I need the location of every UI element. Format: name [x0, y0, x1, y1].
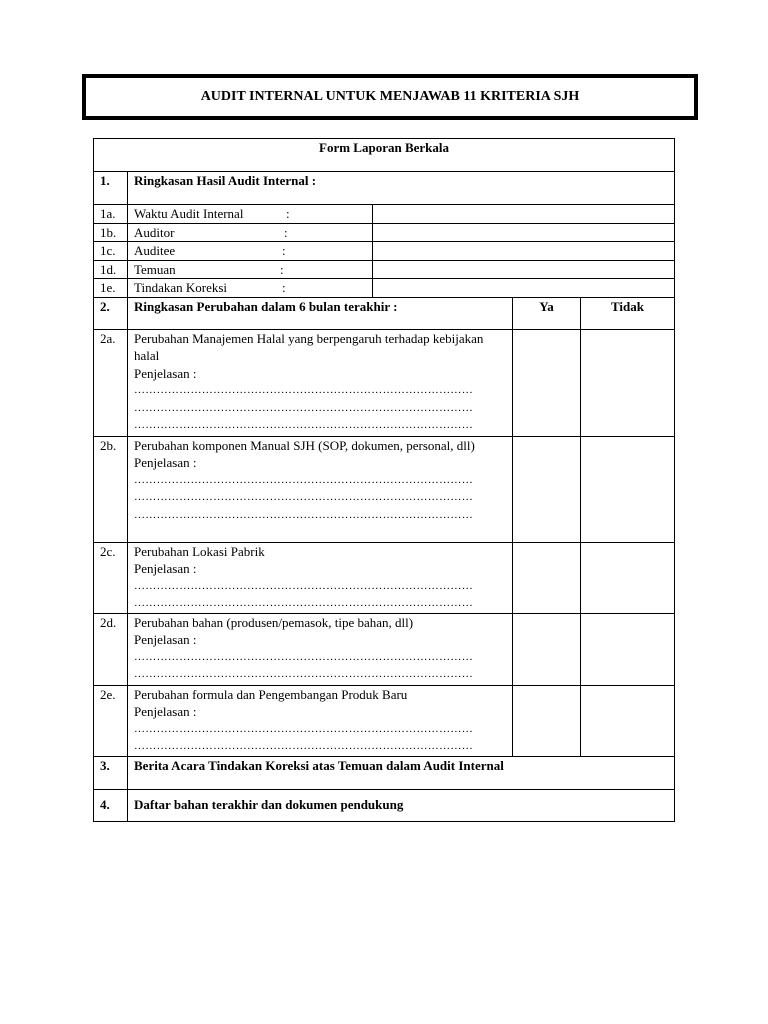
row-2e-dotted-line-1[interactable]: ……………………………………………………………………………… [134, 722, 473, 735]
row-2a-dotted-line-2[interactable]: ……………………………………………………………………………… [134, 401, 473, 414]
row-2a-tidak-cell[interactable] [581, 329, 675, 436]
row-1b-text: Auditor [134, 224, 175, 240]
row-2e-number: 2e. [94, 685, 128, 756]
section-1-number: 1. [94, 172, 128, 205]
row-1d-text: Temuan [134, 261, 176, 277]
row-1e-value-field[interactable] [373, 279, 675, 298]
row-2c-dotted-line-2[interactable]: ……………………………………………………………………………… [134, 597, 473, 609]
section-2-label: Ringkasan Perubahan dalam 6 bulan terakhir : [128, 297, 513, 329]
section-4-number: 4. [94, 789, 128, 821]
row-2c-explanation-label: Penjelasan : [134, 561, 197, 576]
ya-column-header: Ya [513, 297, 581, 329]
row-2b-ya-cell[interactable] [513, 436, 581, 542]
row-1b-value-field[interactable] [373, 223, 675, 242]
row-1a-value-field[interactable] [373, 205, 675, 224]
row-1d-value-field[interactable] [373, 260, 675, 279]
row-1e-label [128, 279, 373, 298]
section-2-number: 2. [94, 297, 128, 329]
row-2d-label: Perubahan bahan (produsen/pemasok, tipe bahan, dll) [134, 614, 414, 630]
row-1c-number: 1c. [94, 242, 128, 261]
report-form-table [93, 138, 675, 822]
row-2c-dotted-line-1[interactable]: ……………………………………………………………………………… [134, 579, 473, 592]
row-2e-ya-cell[interactable] [513, 685, 581, 756]
form-title: Form Laporan Berkala [94, 139, 675, 172]
row-2e-tidak-cell[interactable] [581, 685, 675, 756]
row-2c-ya-cell[interactable] [513, 542, 581, 613]
row-2b-dotted-line-3[interactable]: ……………………………………………………………………………… [134, 508, 473, 521]
row-2e-explanation-label: Penjelasan : [134, 704, 197, 719]
row-2e-content [128, 685, 513, 756]
row-2a-content [128, 329, 513, 436]
row-1e-colon: : [282, 280, 286, 295]
row-1c-colon: : [282, 243, 286, 258]
row-1a-label [128, 205, 373, 224]
row-1b-colon: : [284, 224, 288, 240]
row-2b-dotted-line-1[interactable]: ……………………………………………………………………………… [134, 473, 473, 486]
row-2d-dotted-line-1[interactable]: ……………………………………………………………………………… [134, 650, 473, 663]
row-2e-dotted-line-2[interactable]: ……………………………………………………………………………… [134, 740, 473, 752]
tidak-column-header: Tidak [581, 297, 675, 329]
row-1d-colon: : [280, 261, 284, 277]
section-1-label: Ringkasan Hasil Audit Internal : [128, 172, 675, 205]
row-2a-explanation-label: Penjelasan : [134, 365, 197, 381]
row-2b-label: Perubahan komponen Manual SJH (SOP, dokumen, personal, dll) [134, 437, 475, 453]
row-1c-label [128, 242, 373, 261]
row-1b-number: 1b. [94, 223, 128, 242]
row-2a-dotted-line-3[interactable]: ……………………………………………………………………………… [134, 419, 473, 431]
row-2b-tidak-cell[interactable] [581, 436, 675, 542]
row-2a-ya-cell[interactable] [513, 329, 581, 436]
row-1b-label [128, 223, 373, 242]
row-2c-number: 2c. [94, 542, 128, 613]
row-2b-dotted-line-2[interactable]: ……………………………………………………………………………… [134, 491, 473, 503]
row-2a-number: 2a. [94, 329, 128, 436]
row-2c-label: Perubahan Lokasi Pabrik [134, 543, 265, 559]
row-2a-label: Perubahan Manajemen Halal yang berpengaruh terhadap kebijakan halal [134, 330, 484, 363]
row-1d-number: 1d. [94, 260, 128, 279]
row-2e-label: Perubahan formula dan Pengembangan Produk Baru [134, 686, 408, 702]
row-2b-content [128, 436, 513, 542]
row-2d-ya-cell[interactable] [513, 613, 581, 685]
row-2d-explanation-label: Penjelasan : [134, 632, 197, 647]
row-2d-number: 2d. [94, 613, 128, 685]
row-1e-number: 1e. [94, 279, 128, 298]
row-2b-explanation-label: Penjelasan : [134, 455, 197, 470]
row-2d-content [128, 613, 513, 685]
row-1a-number: 1a. [94, 205, 128, 224]
row-2c-content [128, 542, 513, 613]
row-1c-text: Auditee [134, 243, 176, 258]
row-1a-colon: : [286, 206, 290, 221]
row-1a-text: Waktu Audit Internal [134, 206, 244, 221]
row-2c-tidak-cell[interactable] [581, 542, 675, 613]
row-1d-label [128, 260, 373, 279]
row-2a-dotted-line-1[interactable]: ……………………………………………………………………………… [134, 384, 473, 396]
row-1c-value-field[interactable] [373, 242, 675, 261]
row-2b-number: 2b. [94, 436, 128, 542]
section-4-label: Daftar bahan terakhir dan dokumen pendukung [128, 789, 675, 821]
row-2d-dotted-line-2[interactable]: ……………………………………………………………………………… [134, 668, 473, 680]
section-3-number: 3. [94, 756, 128, 789]
section-3-label: Berita Acara Tindakan Koreksi atas Temuan dalam Audit Internal [128, 756, 675, 789]
row-2d-tidak-cell[interactable] [581, 613, 675, 685]
document-title: AUDIT INTERNAL UNTUK MENJAWAB 11 KRITERIA SJH [82, 74, 698, 120]
row-1e-text: Tindakan Koreksi [134, 280, 228, 295]
